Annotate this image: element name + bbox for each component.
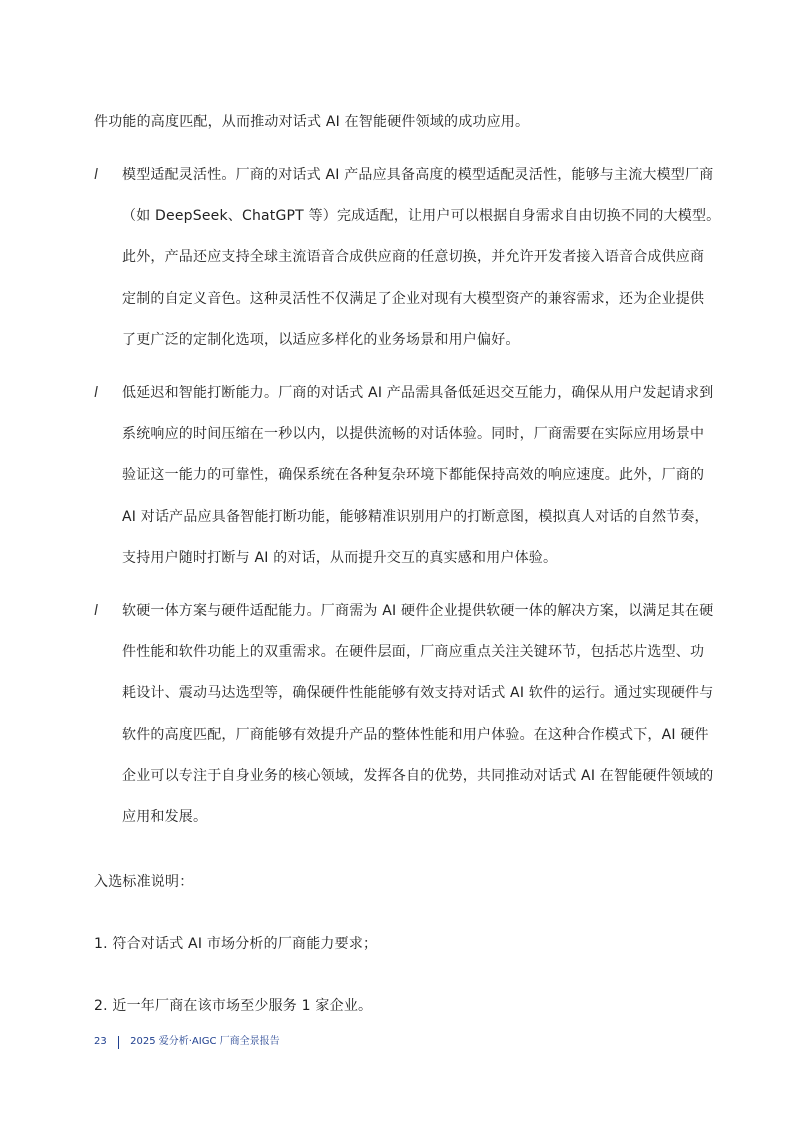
bullet-marker: l [94,385,98,401]
criteria-item-1: 1. 符合对话式 AI 市场分析的厂商能力要求； [94,936,378,952]
bullet-1-line-3: 此外，产品还应支持全球主流语音合成供应商的任意切换，并允许开发者接入语音合成供应商 [122,249,705,265]
bullet-3-line-2: 件性能和软件功能上的双重需求。在硬件层面，厂商应重点关注关键环节，包括芯片选型、功 [122,644,705,660]
bullet-marker: l [94,603,98,619]
bullet-2-line-2: 系统响应的时间压缩在一秒以内，以提供流畅的对话体验。同时，厂商需要在实际应用场景中 [122,426,705,442]
bullet-2-line-3: 验证这一能力的可靠性，确保系统在各种复杂环境下都能保持高效的响应速度。此外，厂商的 [122,467,705,483]
page-footer [94,1034,280,1050]
bullet-marker: l [94,167,98,183]
bullet-1-line-4: 定制的自定义音色。这种灵活性不仅满足了企业对现有大模型资产的兼容需求，还为企业提供 [122,291,705,307]
footer-divider [118,1036,119,1049]
bullet-1-line-2: （如 DeepSeek、ChatGPT 等）完成适配，让用户可以根据自身需求自由切换不同的大模型。 [122,208,721,224]
bullet-3-line-3: 耗设计、震动马达选型等，确保硬件性能能够有效支持对话式 AI 软件的运行。通过实现硬件与 [122,685,714,701]
criteria-item-2: 2. 近一年厂商在该市场至少服务 1 家企业。 [94,998,373,1014]
bullet-3-line-5: 企业可以专注于自身业务的核心领域，发挥各自的优势，共同推动对话式 AI 在智能硬件领域的 [122,768,714,784]
bullet-2-line-4: AI 对话产品应具备智能打断功能，能够精准识别用户的打断意图，模拟真人对话的自然节奏， [122,509,709,525]
bullet-1-line-1: 模型适配灵活性。厂商的对话式 AI 产品应具备高度的模型适配灵活性，能够与主流大模型厂商 [122,167,714,183]
page-number: 23 [94,1036,107,1047]
intro-paragraph-line: 件功能的高度匹配，从而推动对话式 AI 在智能硬件领域的成功应用。 [94,114,530,130]
bullet-3-line-4: 软件的高度匹配，厂商能够有效提升产品的整体性能和用户体验。在这种合作模式下，AI 硬件 [122,727,709,743]
bullet-2-line-1: 低延迟和智能打断能力。厂商的对话式 AI 产品需具备低延迟交互能力，确保从用户发起请求到 [122,385,714,401]
bullet-3-line-6: 应用和发展。 [122,809,208,825]
report-title: 2025 爱分析·AIGC 厂商全景报告 [130,1036,280,1047]
bullet-1-line-5: 了更广泛的定制化选项，以适应多样化的业务场景和用户偏好。 [122,332,520,348]
bullet-3-line-1: 软硬一体方案与硬件适配能力。厂商需为 AI 硬件企业提供软硬一体的解决方案，以满足其在硬 [122,603,714,619]
bullet-2-line-5: 支持用户随时打断与 AI 的对话，从而提升交互的真实感和用户体验。 [122,550,558,566]
criteria-heading: 入选标准说明： [94,874,194,890]
